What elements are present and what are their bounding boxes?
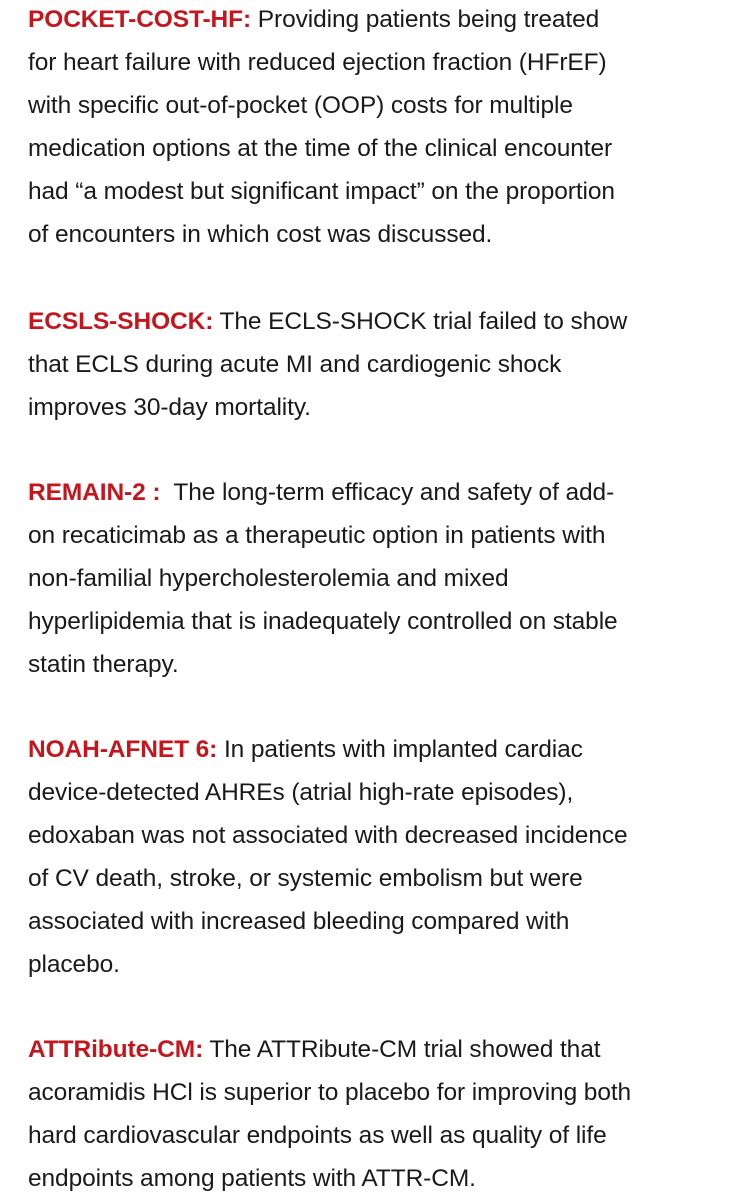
entry-line: hard cardiovascular endpoints as well as quality of life — [28, 1122, 607, 1149]
entry-line: of encounters in which cost was discussed. — [28, 221, 493, 248]
entry-line: associated with increased bleeding compared with — [28, 908, 570, 935]
trial-name: ECSLS-SHOCK: — [28, 308, 214, 335]
entry-text: The ATTRibute-CM trial showed that — [203, 1036, 601, 1063]
entry-line: endpoints among patients with ATTR-CM. — [28, 1165, 476, 1192]
entry-line: on recaticimab as a therapeutic option in patients with — [28, 522, 606, 549]
entry-line — [28, 471, 718, 514]
trial-name: NOAH-AFNET 6: — [28, 736, 218, 763]
entry-text: In patients with implanted cardiac — [217, 736, 583, 763]
trial-entry-attribute-cm — [28, 1028, 718, 1200]
trial-entry-remain-2 — [28, 471, 718, 686]
entry-line: device-detected AHREs (atrial high-rate episodes), — [28, 779, 574, 806]
trial-name: ATTRibute-CM: — [28, 1036, 204, 1063]
entry-line: edoxaban was not associated with decreased incidence — [28, 822, 628, 849]
trial-entry-pocket-cost-hf — [28, 0, 718, 256]
entry-line — [28, 0, 718, 41]
trial-entry-ecsls-shock — [28, 300, 718, 429]
trial-summary-document — [28, 0, 718, 1200]
entry-line: had “a modest but significant impact” on the proportion — [28, 178, 615, 205]
entry-line: hyperlipidemia that is inadequately controlled on stable — [28, 608, 618, 635]
trial-name: REMAIN-2 : — [28, 479, 161, 506]
entry-line: for heart failure with reduced ejection fraction (HFrEF) — [28, 49, 607, 76]
entry-line: statin therapy. — [28, 651, 179, 678]
trial-name: POCKET-COST-HF: — [28, 6, 252, 33]
entry-line — [28, 1028, 718, 1071]
entry-line: placebo. — [28, 951, 120, 978]
entry-line: non-familial hypercholesterolemia and mixed — [28, 565, 509, 592]
entry-line: improves 30-day mortality. — [28, 394, 311, 421]
entry-text: Providing patients being treated — [251, 6, 600, 33]
entry-text: The long-term efficacy and safety of add- — [160, 479, 615, 506]
entry-line: of CV death, stroke, or systemic embolism but were — [28, 865, 583, 892]
entry-line: medication options at the time of the clinical encounter — [28, 135, 613, 162]
trial-entry-noah-afnet-6 — [28, 728, 718, 986]
entry-line: with specific out-of-pocket (OOP) costs for multiple — [28, 92, 573, 119]
entry-line — [28, 728, 718, 771]
entry-text: The ECLS-SHOCK trial failed to show — [213, 308, 628, 335]
entry-line: that ECLS during acute MI and cardiogenic shock — [28, 351, 562, 378]
entry-line: acoramidis HCl is superior to placebo for improving both — [28, 1079, 632, 1106]
entry-line — [28, 300, 718, 343]
